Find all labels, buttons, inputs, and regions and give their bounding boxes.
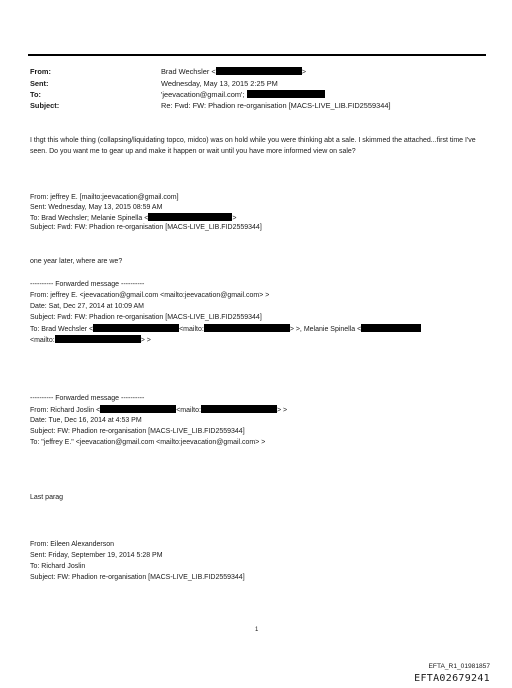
quote-from: From: jeffrey E. [mailto:jeevacation@gmail.com]: [30, 194, 179, 201]
fwd2-subject: Subject: FW: Phadion re-organisation [MACS-LIVE_LIB.FID2559344]: [30, 428, 245, 435]
bates-number-large: EFTA02679241: [414, 673, 490, 684]
forwarded-header: ---------- Forwarded message ----------: [30, 281, 145, 288]
quote-to: To: Brad Wechsler; Melanie Spinella < >: [30, 215, 237, 222]
q3-subject: Subject: FW: Phadion re-organisation [MACS-LIVE_LIB.FID2559344]: [30, 574, 245, 581]
fwd-mailto: <mailto: > >: [30, 337, 151, 344]
forwarded-header: ---------- Forwarded message ----------: [30, 395, 145, 402]
redaction-box: [216, 67, 302, 75]
fwd2-from: From: Richard Joslin < <mailto: > >: [30, 407, 288, 414]
body-line: one year later, where are we?: [30, 258, 123, 265]
fwd2-date: Date: Tue, Dec 16, 2014 at 4:53 PM: [30, 417, 142, 424]
q3-to: To: Richard Joslin: [30, 563, 86, 570]
to-label: To:: [30, 90, 41, 99]
fwd-to: To: Brad Wechsler < <mailto: > >, Melanie Spinella <: [30, 324, 421, 336]
body-paragraph: I thgt this whole thing (collapsing/liquidating topco, midco) was on hold while you were thinking abt a sale. I skimmed the attached...first time I've seen. Do you want me to gear up and make it happen or wait until you have more informed view on sale?: [30, 137, 476, 155]
header-rule: [28, 54, 486, 56]
redaction-box: [55, 335, 141, 343]
redaction-box: [148, 213, 232, 221]
redaction-box: [100, 405, 176, 413]
sent-value: Wednesday, May 13, 2015 2:25 PM: [161, 79, 278, 88]
body-line: Last parag: [30, 494, 64, 501]
from-value: Brad Wechsler <: [161, 67, 216, 76]
q3-from: From: Eileen Alexanderson: [30, 541, 115, 548]
redaction-box: [93, 324, 179, 332]
fwd-date: Date: Sat, Dec 27, 2014 at 10:09 AM: [30, 303, 145, 310]
fwd-from: From: jeffrey E. <jeevacation@gmail.com <mailto:jeevacation@gmail.com> >: [30, 292, 270, 299]
redaction-box: [201, 405, 277, 413]
page-number: 1: [255, 627, 259, 633]
from-suffix: >: [301, 67, 307, 76]
redaction-box: [247, 90, 325, 98]
redaction-box: [361, 324, 421, 332]
quote-sent: Sent: Wednesday, May 13, 2015 08:59 AM: [30, 204, 163, 211]
redaction-box: [204, 324, 290, 332]
subject-value: Re: Fwd: FW: Phadion re-organisation [MACS-LIVE_LIB.FID2559344]: [161, 101, 391, 110]
fwd2-to: To: "jeffrey E." <jeevacation@gmail.com <mailto:jeevacation@gmail.com> >: [30, 439, 266, 446]
subject-label: Subject:: [30, 101, 60, 110]
sent-label: Sent:: [30, 79, 49, 88]
quote-subject: Subject: Fwd: FW: Phadion re-organisation [MACS-LIVE_LIB.FID2559344]: [30, 224, 262, 231]
from-label: From:: [30, 67, 51, 76]
to-value: 'jeevacation@gmail.com';: [161, 90, 245, 99]
fwd-subject: Subject: Fwd: FW: Phadion re-organisation [MACS-LIVE_LIB.FID2559344]: [30, 314, 262, 321]
bates-number-small: EFTA_R1_01981857: [428, 663, 490, 670]
q3-sent: Sent: Friday, September 19, 2014 5:28 PM: [30, 552, 163, 559]
